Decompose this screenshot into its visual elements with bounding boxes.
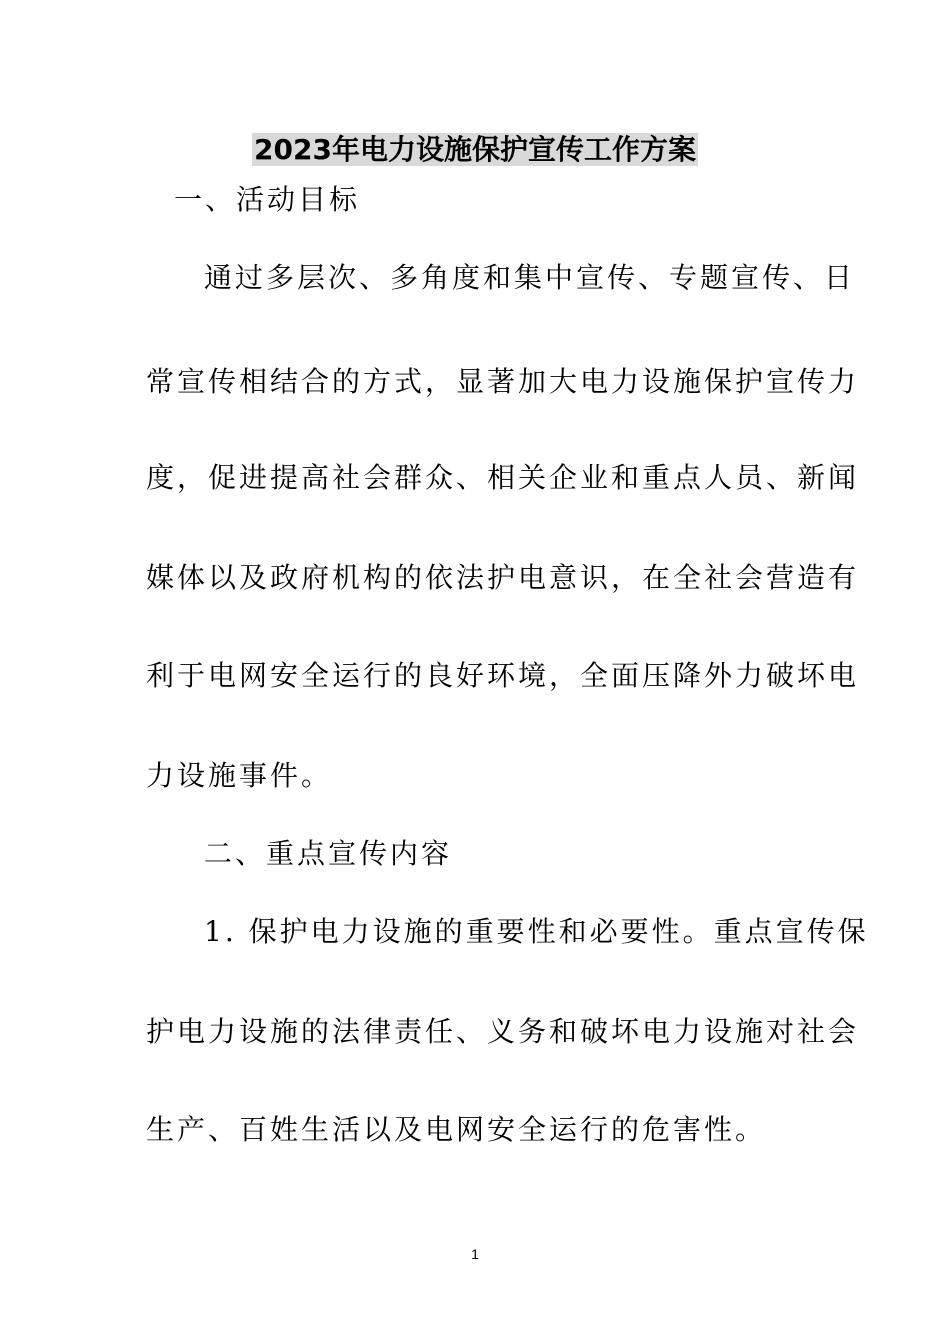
section-1-paragraph-line: 通过多层次、多角度和集中宣传、专题宣传、日 xyxy=(204,261,856,294)
section-1-heading: 一、活动目标 xyxy=(174,183,361,216)
section-2-paragraph-line: 1. 保护电力设施的重要性和必要性。重点宣传保 xyxy=(204,915,869,948)
document-title xyxy=(0,128,950,172)
document-title-text: 2023年电力设施保护宣传工作方案 xyxy=(254,133,696,166)
section-1-paragraph-line: 度，促进提高社会群众、相关企业和重点人员、新闻 xyxy=(146,461,860,494)
section-1-paragraph-line: 利于电网安全运行的良好环境，全面压降外力破坏电 xyxy=(146,659,860,692)
section-2-paragraph-line: 生产、百姓生活以及电网安全运行的危害性。 xyxy=(146,1113,767,1146)
section-1-paragraph-line: 力设施事件。 xyxy=(146,759,333,792)
section-1-paragraph-line: 媒体以及政府机构的依法护电意识，在全社会营造有 xyxy=(146,561,860,594)
section-2-paragraph-line: 护电力设施的法律责任、义务和破坏电力设施对社会 xyxy=(146,1015,860,1048)
page-number: 1 xyxy=(471,1246,479,1262)
section-2-heading: 二、重点宣传内容 xyxy=(204,837,453,870)
section-1-paragraph-line: 常宣传相结合的方式，显著加大电力设施保护宣传力 xyxy=(146,365,860,398)
